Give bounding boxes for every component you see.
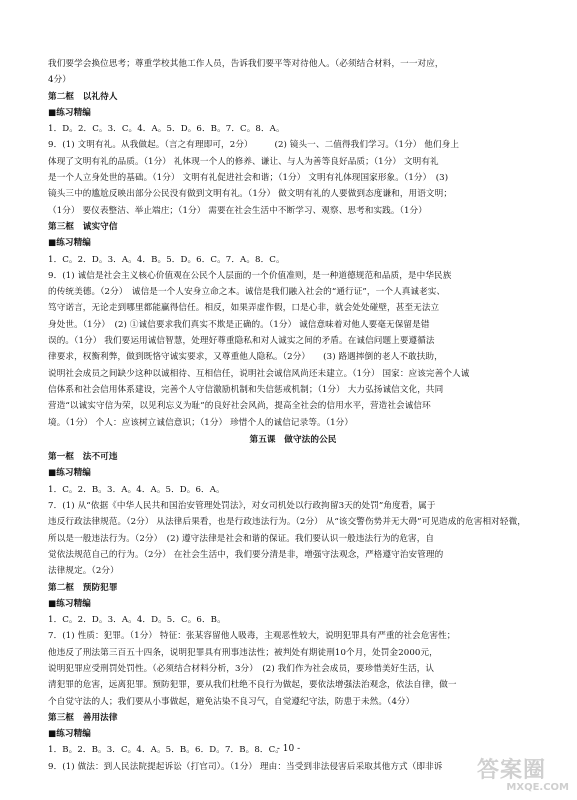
section-heading: 第二框 以礼待人: [48, 91, 118, 102]
page-number: - 10 -: [276, 744, 301, 754]
text-line: 觉依法规范自己的行为。（2分） 在社会生活中，我们要分清是非，增强守法观念，严格遵守治安管理的: [48, 549, 444, 560]
text-line: 4分）: [48, 75, 71, 86]
subsection-heading: ■练习精编: [48, 238, 91, 249]
subsection-heading: ■练习精编: [48, 729, 91, 740]
document-body: [48, 56, 538, 775]
text-line: 身处世。（1分） (2) ①诚信要求我们真实不欺是正确的。（1分） 诚信意味着对他人要毫无保留是错: [48, 319, 430, 330]
text-line: 1．B。2．B。3．C。4．A。5．B。6．D。7．B。8．C。: [48, 745, 284, 756]
subsection-heading: ■练习精编: [48, 107, 91, 118]
watermark-logo: [477, 760, 569, 796]
text-line: 1．C。2．D。3．A。4．B。5．D。6．C。7．A。8．C。: [48, 254, 285, 265]
text-line: 所以是一般违法行为。（2分） (2) 遵守法律是社会和谐的保证。我们要认识一般违法行为的危害，自: [48, 533, 435, 544]
text-line: 清犯罪的危害，远离犯罪。预防犯罪，要从我们杜绝不良行为做起，要依法增强法治观念，依法自律，做一: [48, 680, 457, 691]
text-line: 镜头三中的尴尬反映出部分公民没有做到文明有礼。（1分） 做文明有礼的人要做到态度谦和，用语文明；: [48, 189, 453, 200]
text-line: 1．D。2．C。3．C。4．A。5．D。6．B。7．C。8．A。: [48, 124, 285, 135]
text-line: 误的。（1分） 我们要运用诚信智慧，处理好尊重隐私和对人诚实之间的矛盾。在诚信问题上要遵循法: [48, 336, 435, 347]
watermark-text: 答案圈: [477, 758, 547, 783]
text-line: （1分） 要仪表整洁、举止端庄；（1分） 需要在社会生活中不断学习、观察、思考和实践。（1分）: [48, 205, 427, 216]
section-heading: 第三框 诚实守信: [48, 221, 118, 232]
text-line: 说明社会成员之间缺少这种以诚相待、互相信任，说明社会诚信风尚还未建立。（1分） 国家：应该完善个人诚: [48, 368, 470, 379]
text-line: 他违反了刑法第三百五十四条，说明犯罪具有刑事违法性；被判处有期徒刑10个月，处罚金2000元，: [48, 647, 438, 658]
subsection-heading: ■练习精编: [48, 468, 91, 479]
text-line: 的传统美德。（2分） 诚信是一个人安身立命之本。诚信是我们融入社会的“通行证”，一个人真诚老实、: [48, 287, 446, 298]
text-line: 法律规定。（2分）: [48, 566, 119, 577]
section-heading: 第三框 善用法律: [48, 712, 118, 723]
text-line: 我们要学会换位思考；尊重学校其他工作人员，告诉我们要平等对待他人。（必须结合材料，一一对应，: [48, 59, 444, 69]
text-line: 体现了文明有礼的品质。（1分） 礼体现一个人的修养、谦让、与人为善等良好品质；（1分） 文明有礼: [48, 156, 439, 167]
text-line: 1．C。2．D。3．A。4．D。5．C。6．B。: [48, 615, 226, 626]
text-line: 9．(1) 文明有礼。从我做起。（言之有理即可，2分） (2) 镜头一、二值得我们学习。（1分） 他们身上: [48, 140, 460, 151]
text-line: 9．(1) 诚信是社会主义核心价值观在公民个人层面的一个价值准则，是一种道德规范和品质，是中华民族: [48, 270, 452, 281]
subsection-heading: ■练习精编: [48, 598, 91, 609]
section-heading: 第一框 法不可违: [48, 452, 118, 463]
text-line: 是一个人立身处世的基础。（1分） 文明有礼促进社会和谐；（1分） 文明有礼体现国家形象。（1分） (3): [48, 173, 449, 184]
section-heading: 第二框 预防犯罪: [48, 582, 118, 593]
lesson-title: 第五课 做守法的公民: [249, 434, 337, 445]
text-line: 营造“以诚实守信为荣，以见利忘义为耻”的良好社会风尚，提高全社会的信用水平，营造社会诚信环: [48, 401, 431, 412]
text-line: 境。（1分） 个人：应该树立诚信意识；（1分） 珍惜个人的诚信记录等。（1分）: [48, 417, 354, 428]
text-line: 9．(1) 做法：到人民法院提起诉讼（打官司）。（1分） 理由：当受到非法侵害后采取其他方式（即非诉: [48, 761, 443, 772]
text-line: 笃守诺言，无论走到哪里都能赢得信任。相反，如果弄虚作假，口是心非，就会处处碰壁，甚至无法立: [48, 303, 440, 314]
text-line: 7．(1) 性质：犯罪。（1分） 特征：张某容留他人吸毒，主观恶性较大，说明犯罪具有严重的社会危害性；: [48, 631, 456, 642]
text-line: 1．C。2．B。3．A。4．A。5．D。6．A。: [48, 484, 225, 495]
text-line: 说明犯罪应受刑罚处罚性。（必须结合材料分析，3分） (2) 我们作为社会成员，要珍惜美好生活，认: [48, 663, 435, 674]
watermark-url: MXQE.COM: [506, 782, 569, 793]
text-line: 信体系和社会信用体系建设，完善个人守信激励机制和失信惩戒机制；（1分） 大力弘扬诚信文化，共同: [48, 384, 444, 395]
text-line: 7．(1) 从“依据《中华人民共和国治安管理处罚法》，对女司机处以行政拘留3天的处罚”角度看，属于: [48, 501, 436, 512]
text-line: 个自觉守法的人；我们要从小事做起，避免沾染不良习气，自觉遵纪守法，防患于未然。（4分）: [48, 696, 415, 707]
text-line: 违反行政法律规范。（2分） 从法律后果看，也是行政违法行为。（2分） 从“该交警伤势并无大碍”可见造成的危害相对轻微，: [48, 517, 526, 528]
text-line: 律要求，权衡利弊，做到既恪守诚实要求，又尊重他人隐私。（2分） (3) 路遇摔倒的老人不敢扶助，: [48, 352, 443, 363]
